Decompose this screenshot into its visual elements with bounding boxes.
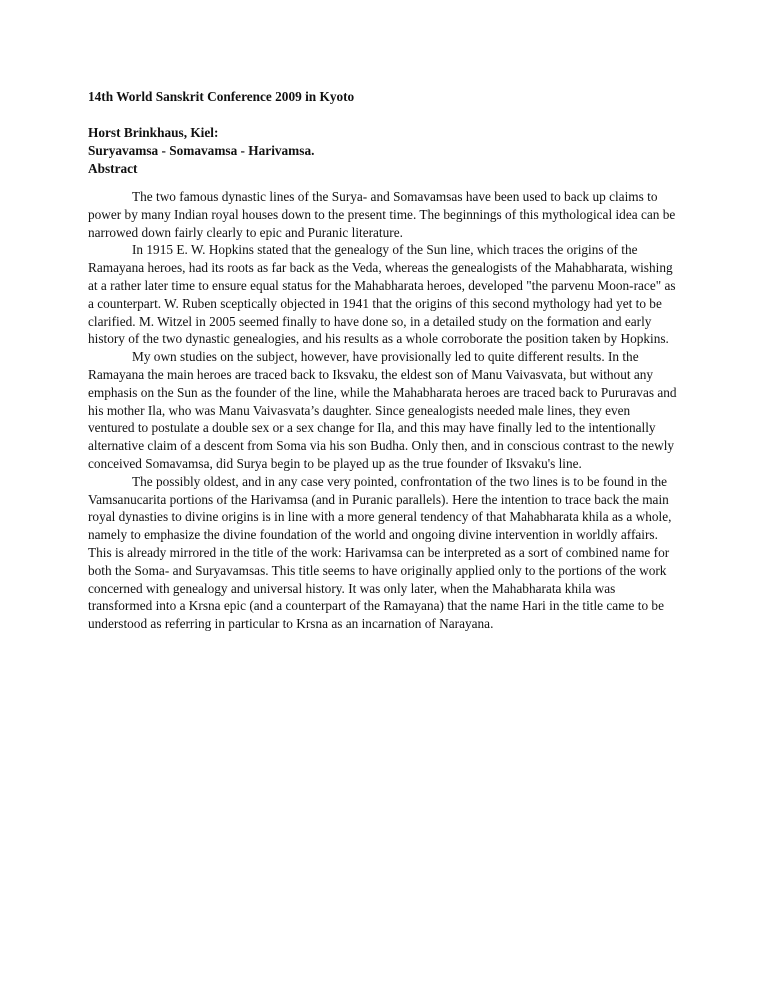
author-line: Horst Brinkhaus, Kiel: xyxy=(88,125,219,140)
abstract-paragraph: The two famous dynastic lines of the Surya- and Somavamsas have been used to back up claims to power by many Indian royal houses down to the present time. The beginnings of this mythological idea can be narrowed down fairly clearly to epic and Puranic literature. xyxy=(88,189,676,240)
abstract-paragraph: In 1915 E. W. Hopkins stated that the genealogy of the Sun line, which traces the origins of the Ramayana heroes, had its roots as far back as the Veda, whereas the genealogists of the Mahabharata, wishing at a rather later time to ensure equal status for the Mahabharata heroes, developed "the parvenu Moon-race" as a counterpart. W. Ruben sceptically objected in 1941 that the origins of this second mythology had yet to be clarified. M. Witzel in 2005 seemed finally to have done so, in a detailed study on the formation and early history of the two dynastic genealogies, and his results as a whole corroborate the position taken by Hopkins. xyxy=(88,242,676,347)
conference-title: 14th World Sanskrit Conference 2009 in Kyoto xyxy=(88,89,355,104)
abstract-heading: Abstract xyxy=(88,161,138,176)
paper-title: Suryavamsa - Somavamsa - Harivamsa. xyxy=(88,143,315,158)
abstract-paragraph: The possibly oldest, and in any case very pointed, confrontation of the two lines is to be found in the Vamsanucarita portions of the Harivamsa (and in Puranic parallels). Here the intention to trace back the main royal dynasties to divine origins is in line with a more general tendency of that Mahabharata khila as a whole, namely to emphasize the divine foundation of the world and ongoing divine intervention in worldly affairs. This is already mirrored in the title of the work: Harivamsa can be interpreted as a sort of combined name for both the Soma- and Suryavamsas. This title seems to have originally applied only to the portions of the work concerned with genealogy and universal history. It was only later, when the Mahabharata khila was transformed into a Krsna epic (and a counterpart of the Ramayana) that the name Hari in the title came to be understood as referring in particular to Krsna as an incarnation of Narayana. xyxy=(88,473,672,632)
abstract-body xyxy=(88,188,678,633)
abstract-paragraph: My own studies on the subject, however, have provisionally led to quite different results. In the Ramayana the main heroes are traced back to Iksvaku, the eldest son of Manu Vaivasvata, but without any emphasis on the Sun as the founder of the line, while the Mahabharata heroes are traced back to Pururavas and his mother Ila, who was Manu Vaivasvata’s daughter. Since genealogists needed male lines, they even ventured to postulate a double sex or a sex change for Ila, and this may have finally led to the intentionally alternative claim of a descent from Soma via his son Budha. Only then, and in conscious contrast to the newly conceived Somavamsa, did Surya begin to be played up as the true founder of Iksvaku's line. xyxy=(88,349,677,471)
document-page xyxy=(88,88,678,633)
